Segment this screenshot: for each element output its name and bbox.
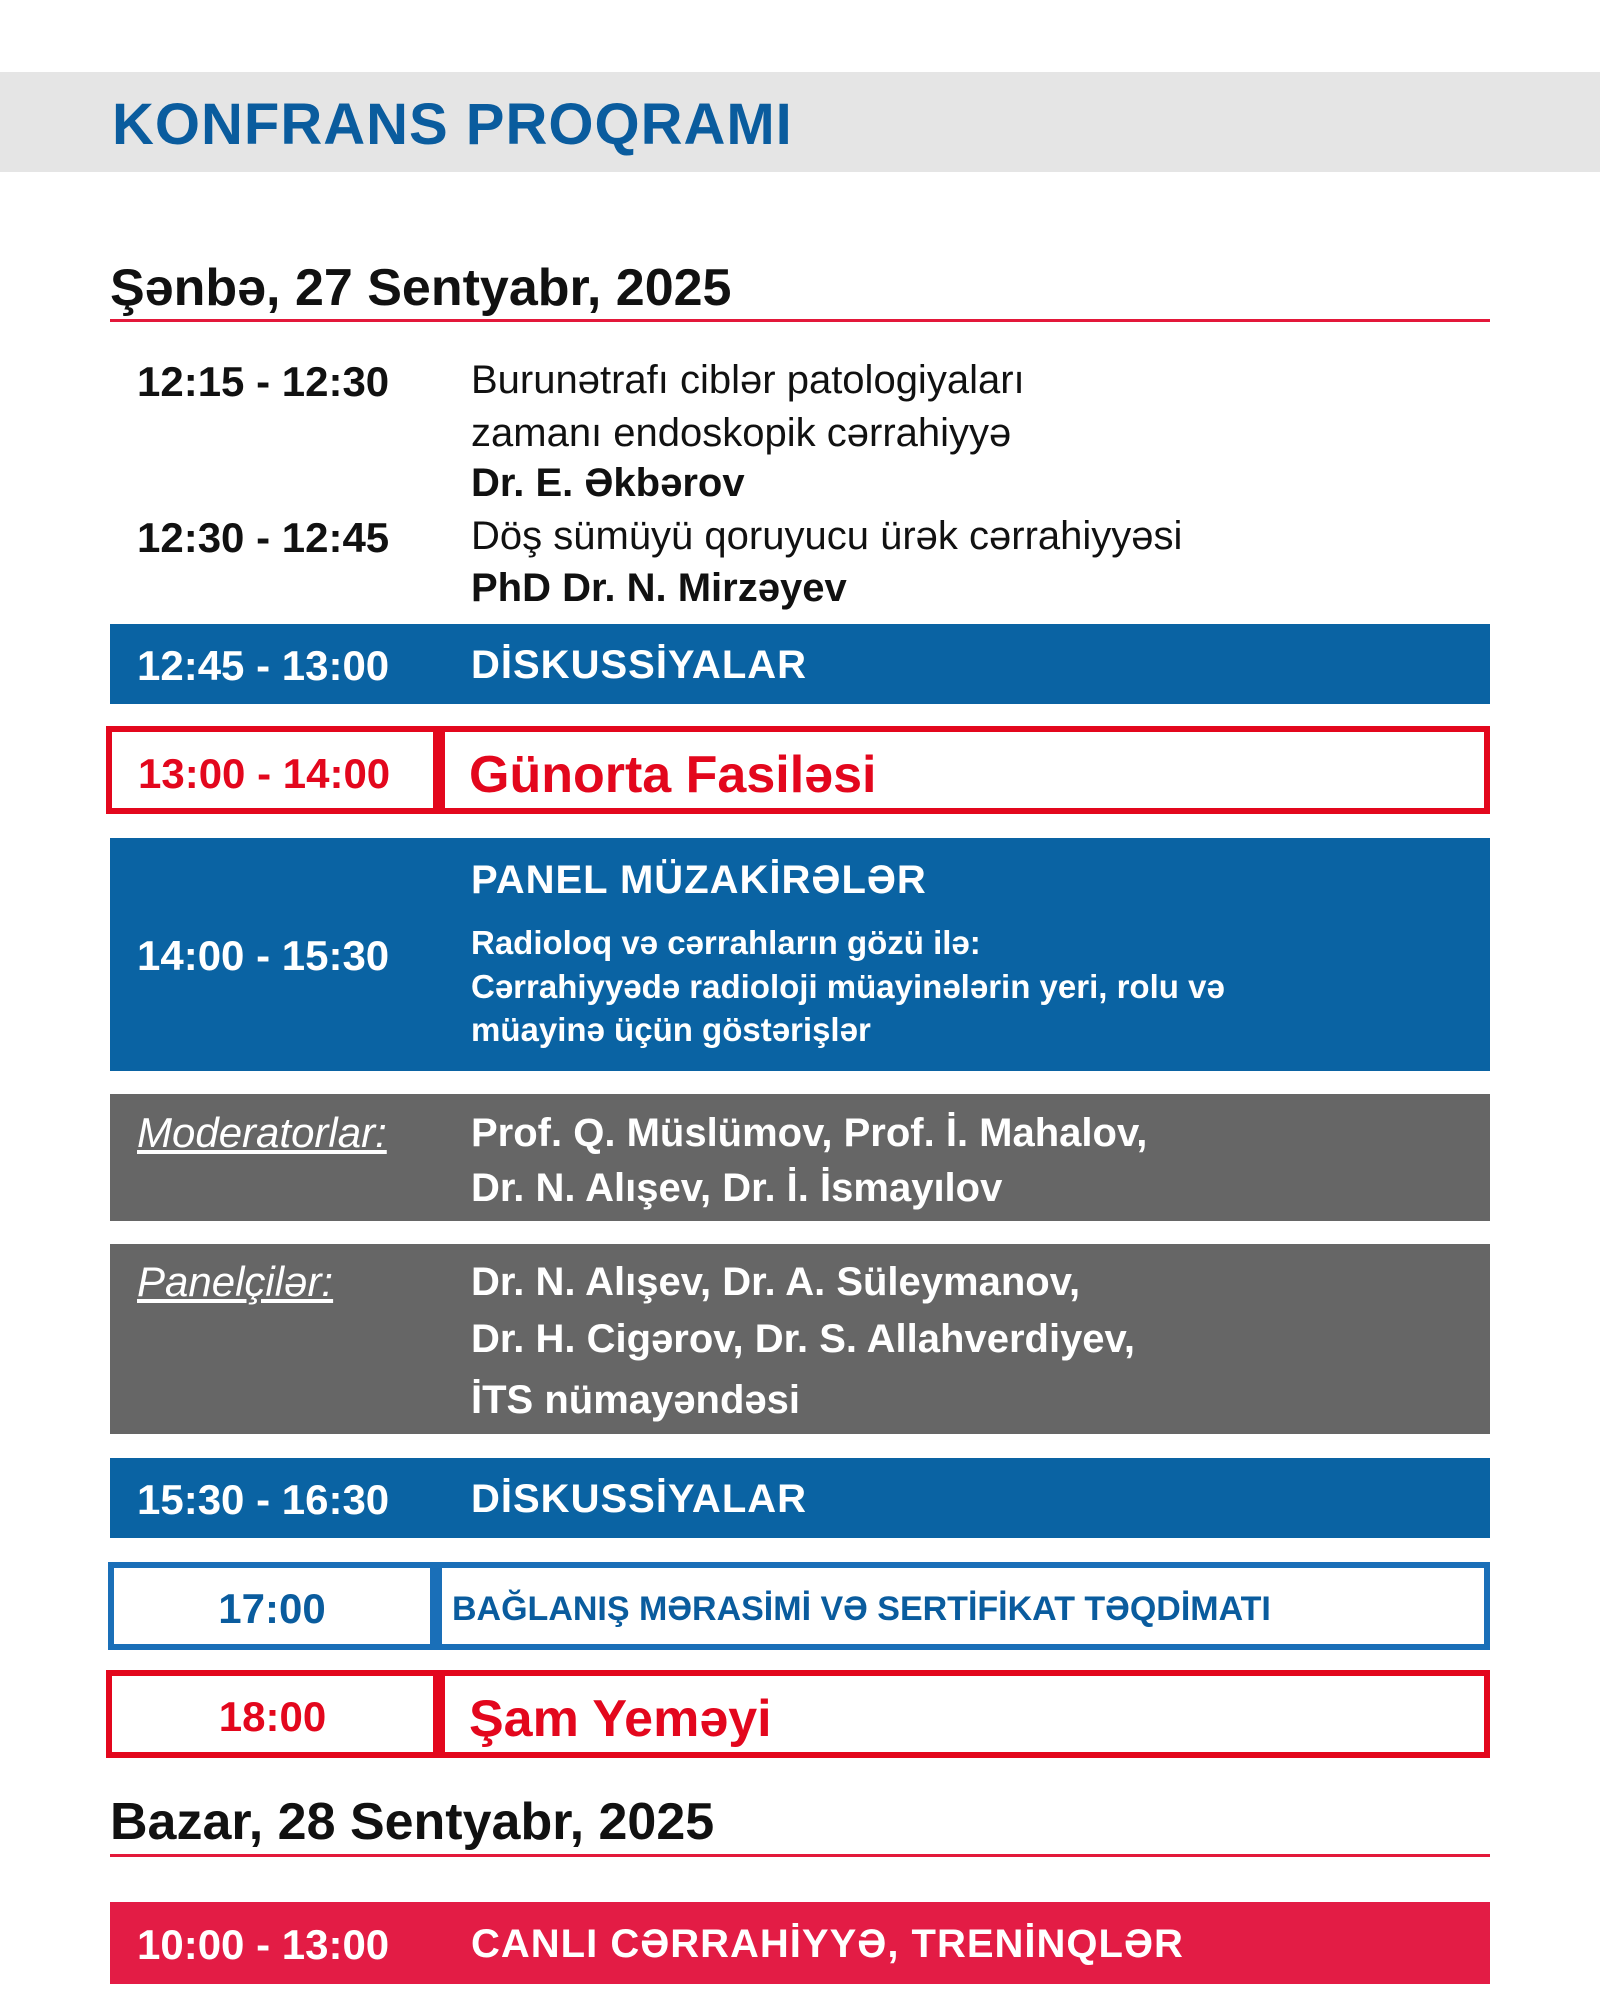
discussion2-time: 15:30 - 16:30 — [137, 1476, 390, 1523]
closing-label: BAĞLANIŞ MƏRASİMİ VƏ SERTİFİKAT TƏQDİMATI — [452, 1590, 1271, 1628]
talk1-speaker: Dr. E. Əkbərov — [471, 461, 745, 505]
panel-subtitle-line3: müayinə üçün göstərişlər — [471, 1011, 871, 1048]
closing-label-box — [436, 1562, 1490, 1650]
day2-session-time: 10:00 - 13:00 — [137, 1921, 390, 1968]
lunch-label: Günorta Fasiləsi — [469, 746, 877, 804]
panel-time: 14:00 - 15:30 — [137, 932, 390, 979]
discussion2-label: DİSKUSSİYALAR — [471, 1477, 808, 1521]
discussion1-time: 12:45 - 13:00 — [137, 642, 390, 689]
closing-time-box — [108, 1562, 436, 1650]
moderators-bar — [110, 1094, 1490, 1221]
lunch-divider — [439, 726, 445, 814]
talk1-title-line1: Burunətrafı ciblər patologiyaları — [471, 358, 1025, 402]
dinner-time-box — [106, 1670, 439, 1758]
talk2-time: 12:30 - 12:45 — [137, 514, 390, 561]
day2-session-label: CANLI CƏRRAHİYYƏ, TRENİNQLƏR — [471, 1922, 1184, 1966]
closing-divider — [436, 1562, 442, 1650]
panel-bar — [110, 838, 1490, 1071]
moderators-line2: Dr. N. Alışev, Dr. İ. İsmayılov — [471, 1166, 1003, 1210]
panelists-bar — [110, 1244, 1490, 1434]
page-title: KONFRANS PROQRAMI — [112, 92, 793, 157]
dinner-divider — [439, 1670, 445, 1758]
day1-heading: Şənbə, 27 Sentyabr, 2025 — [110, 259, 732, 317]
panelists-line2: Dr. H. Cigərov, Dr. S. Allahverdiyev, — [471, 1317, 1135, 1361]
moderators-line1: Prof. Q. Müslümov, Prof. İ. Mahalov, — [471, 1111, 1148, 1155]
day1-divider — [110, 319, 1490, 322]
dinner-label-box — [439, 1670, 1490, 1758]
panelists-label: Panelçilər: — [137, 1258, 334, 1305]
discussion2-bar — [110, 1458, 1490, 1538]
day2-divider — [110, 1854, 1490, 1857]
lunch-label-box — [439, 726, 1490, 814]
discussion1-label: DİSKUSSİYALAR — [471, 643, 808, 687]
closing-time: 17:00 — [218, 1585, 326, 1632]
panelists-line1: Dr. N. Alışev, Dr. A. Süleymanov, — [471, 1260, 1081, 1304]
panel-subtitle-line2: Cərrahiyyədə radioloji müayinələrin yeri, rolu və — [471, 968, 1225, 1005]
panelists-line3: İTS nümayəndəsi — [471, 1378, 800, 1422]
lunch-time: 13:00 - 14:00 — [138, 750, 391, 797]
talk1-time: 12:15 - 12:30 — [137, 358, 390, 405]
dinner-label: Şam Yeməyi — [469, 1690, 772, 1748]
talk2-title-line1: Döş sümüyü qoruyucu ürək cərrahiyyəsi — [471, 514, 1183, 558]
dinner-time: 18:00 — [218, 1693, 327, 1740]
talk2-speaker: PhD Dr. N. Mirzəyev — [471, 566, 847, 610]
day2-heading: Bazar, 28 Sentyabr, 2025 — [110, 1793, 715, 1851]
day2-session-bar — [110, 1902, 1490, 1984]
moderators-label: Moderatorlar: — [137, 1109, 387, 1156]
talk1-title-line2: zamanı endoskopik cərrahiyyə — [471, 411, 1012, 455]
lunch-time-box — [106, 726, 439, 814]
discussion1-bar — [110, 624, 1490, 704]
panel-subtitle-line1: Radioloq və cərrahların gözü ilə: — [471, 924, 981, 961]
panel-heading: PANEL MÜZAKİRƏLƏR — [471, 858, 927, 902]
